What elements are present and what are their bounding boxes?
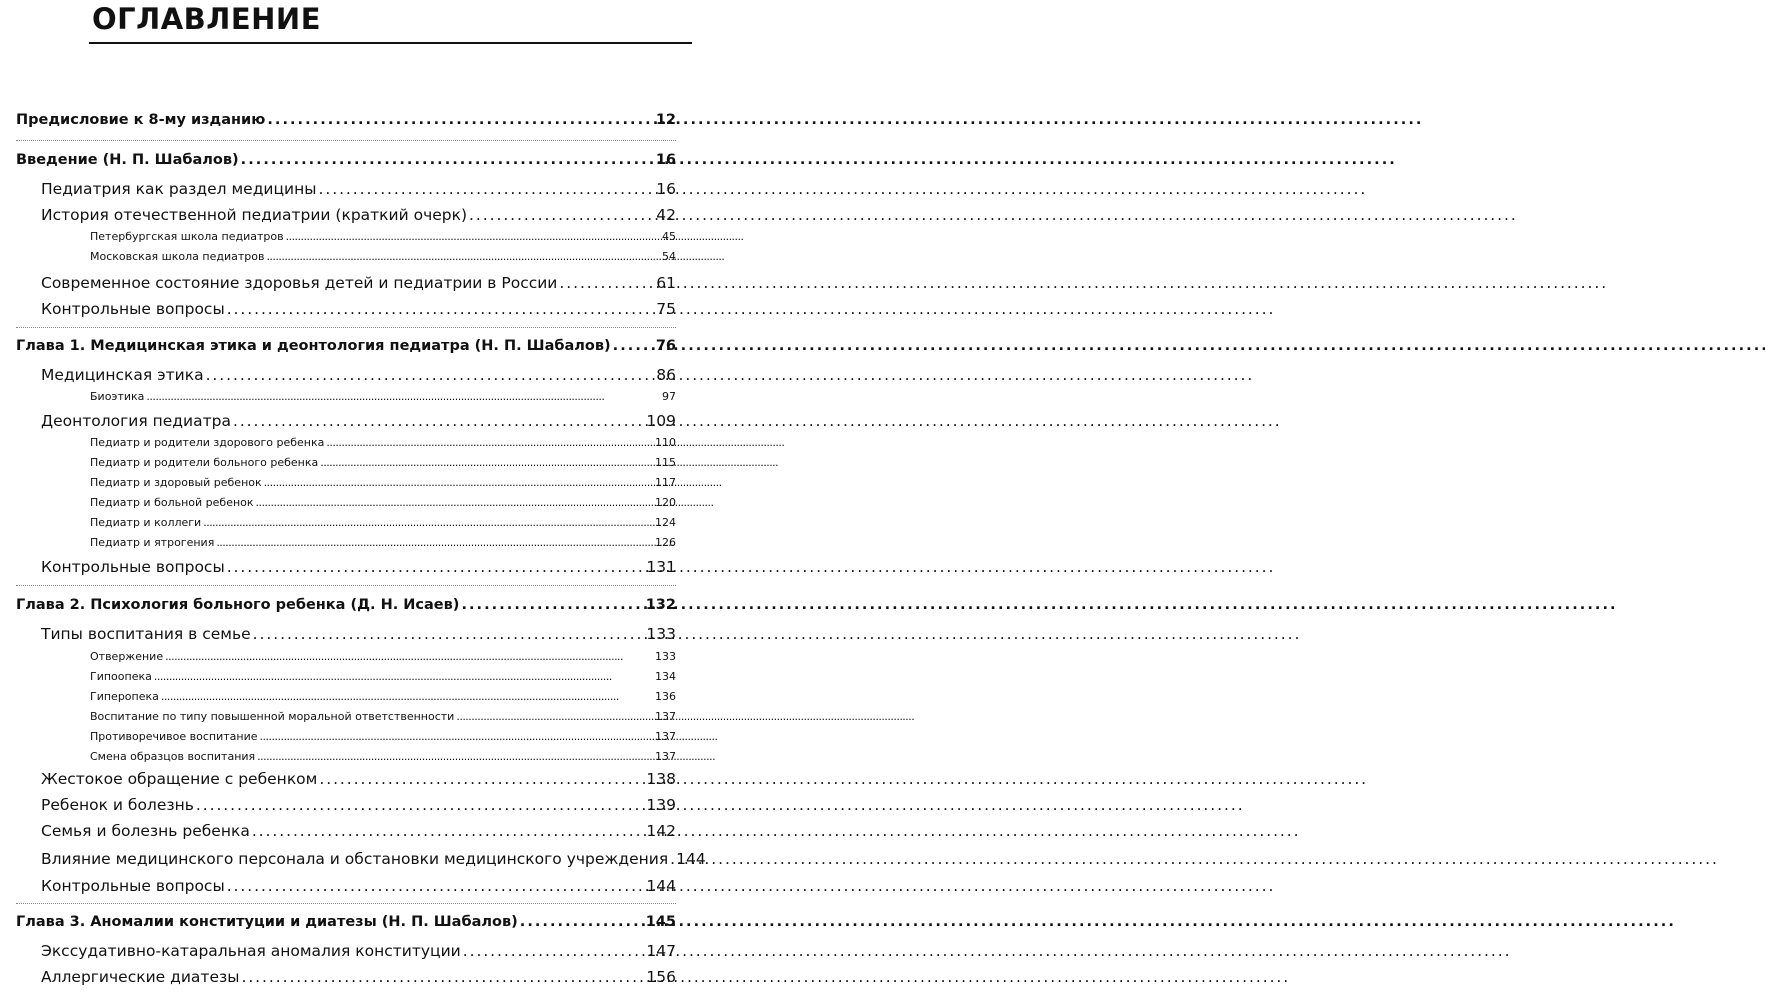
- toc-page-number: 45: [662, 230, 676, 243]
- toc-page-number: 147: [646, 942, 676, 960]
- table-of-contents: [0, 0, 706, 1004]
- toc-page-number: 133: [646, 625, 676, 643]
- toc-leader-dots: [216, 536, 653, 549]
- toc-entry-title: Семья и болезнь ребенка: [41, 822, 250, 840]
- toc-section-entry: [41, 850, 706, 868]
- toc-page-number: 124: [655, 516, 676, 529]
- toc-chapter-entry: [16, 112, 676, 128]
- toc-subsection-entry: [90, 496, 676, 509]
- toc-entry-title: Педиатр и коллеги: [90, 516, 202, 529]
- toc-leader-dots: [266, 250, 660, 263]
- toc-page-number: 75: [656, 300, 676, 318]
- toc-entry-title: Отвержение: [90, 650, 164, 663]
- toc-page-number: 120: [655, 496, 676, 509]
- toc-leader-dots: [670, 850, 674, 868]
- toc-section-entry: [41, 877, 676, 895]
- toc-entry-title: Петербургская школа педиатров: [90, 230, 284, 243]
- toc-leader-dots: [286, 230, 660, 243]
- toc-page-number: 133: [655, 650, 676, 663]
- toc-page-number: 86: [656, 366, 676, 384]
- toc-section-entry: [41, 770, 676, 788]
- toc-page-number: 16: [655, 152, 676, 168]
- toc-page-number: 145: [645, 914, 676, 930]
- toc-subsection-entry: [90, 670, 676, 683]
- toc-entry-title: История отечественной педиатрии (краткий очерк): [41, 206, 468, 224]
- toc-leader-dots: [257, 750, 653, 763]
- toc-subsection-entry: [90, 730, 676, 743]
- toc-entry-title: Типы воспитания в семье: [41, 625, 251, 643]
- toc-separator: [16, 327, 676, 328]
- toc-entry-title: Педиатр и ятрогения: [90, 536, 215, 549]
- toc-entry-title: Экссудативно-катаральная аномалия конституции: [41, 942, 461, 960]
- toc-entry-title: Контрольные вопросы: [41, 300, 225, 318]
- toc-section-entry: [41, 625, 676, 643]
- toc-entry-title: Биоэтика: [90, 390, 145, 403]
- toc-chapter-entry: [16, 152, 676, 168]
- toc-page-number: 12: [655, 112, 676, 128]
- toc-leader-dots: [461, 597, 643, 613]
- toc-page-number: 132: [645, 597, 676, 613]
- toc-section-entry: [41, 180, 676, 198]
- toc-page-number: 54: [662, 250, 676, 263]
- toc-entry-title: Глава 1. Медицинская этика и деонтология педиатра (Н. П. Шабалов): [16, 338, 611, 354]
- toc-leader-dots: [463, 942, 645, 960]
- toc-page-number: 126: [655, 536, 676, 549]
- toc-page-number: 115: [655, 456, 676, 469]
- toc-page-number: 117: [655, 476, 676, 489]
- toc-section-entry: [41, 942, 676, 960]
- toc-entry-title: Деонтология педиатра: [41, 412, 231, 430]
- toc-chapter-entry: [16, 597, 676, 613]
- toc-section-entry: [41, 206, 676, 224]
- toc-entry-title: Педиатр и родители больного ребенка: [90, 456, 319, 469]
- toc-subsection-entry: [90, 250, 676, 263]
- toc-page-number: 97: [662, 390, 676, 403]
- toc-page-number: 156: [646, 968, 676, 986]
- toc-entry-title: Гипоопека: [90, 670, 152, 683]
- toc-entry-title: Контрольные вопросы: [41, 877, 225, 895]
- toc-entry-title: Контрольные вопросы: [41, 558, 225, 576]
- toc-leader-dots: [256, 496, 653, 509]
- toc-leader-dots: [233, 412, 644, 430]
- toc-leader-dots: [227, 877, 645, 895]
- toc-subsection-entry: [90, 690, 676, 703]
- toc-page-number: 137: [655, 750, 676, 763]
- page-title: ОГЛАВЛЕНИЕ: [92, 2, 322, 36]
- toc-subsection-entry: [90, 230, 676, 243]
- toc-entry-title: Педиатр и больной ребенок: [90, 496, 254, 509]
- toc-subsection-entry: [90, 650, 676, 663]
- toc-entry-title: Жестокое обращение с ребенком: [41, 770, 318, 788]
- toc-entry-title: Влияние медицинского персонала и обстановки медицинского учреждения: [41, 850, 669, 868]
- toc-entry-title: Глава 3. Аномалии конституции и диатезы (Н. П. Шабалов): [16, 914, 518, 930]
- toc-page-number: 137: [655, 730, 676, 743]
- toc-entry-title: Медицинская этика: [41, 366, 204, 384]
- toc-leader-dots: [456, 710, 653, 723]
- toc-section-entry: [41, 796, 676, 814]
- toc-leader-dots: [267, 112, 653, 128]
- toc-leader-dots: [203, 516, 653, 529]
- toc-leader-dots: [253, 625, 645, 643]
- toc-section-entry: [41, 274, 676, 292]
- toc-entry-title: Противоречивое воспитание: [90, 730, 258, 743]
- toc-page-number: 144: [676, 850, 706, 868]
- toc-leader-dots: [241, 968, 644, 986]
- toc-entry-title: Глава 2. Психология больного ребенка (Д. Н. Исаев): [16, 597, 460, 613]
- toc-subsection-entry: [90, 456, 676, 469]
- toc-section-entry: [41, 300, 676, 318]
- toc-leader-dots: [319, 180, 655, 198]
- toc-leader-dots: [264, 476, 653, 489]
- toc-page-number: 134: [655, 670, 676, 683]
- toc-leader-dots: [260, 730, 654, 743]
- toc-subsection-entry: [90, 390, 676, 403]
- toc-entry-title: Предисловие к 8-му изданию: [16, 112, 266, 128]
- toc-section-entry: [41, 968, 676, 986]
- toc-entry-title: Педиатрия как раздел медицины: [41, 180, 317, 198]
- toc-chapter-entry: [16, 914, 676, 930]
- toc-entry-title: Гиперопека: [90, 690, 159, 703]
- toc-section-entry: [41, 822, 676, 840]
- toc-leader-dots: [559, 274, 654, 292]
- toc-page-number: 76: [655, 338, 676, 354]
- toc-page-number: 138: [646, 770, 676, 788]
- toc-subsection-entry: [90, 750, 676, 763]
- toc-subsection-entry: [90, 436, 676, 449]
- toc-leader-dots: [227, 558, 645, 576]
- toc-chapter-entry: [16, 338, 676, 354]
- toc-leader-dots: [196, 796, 645, 814]
- toc-page-number: 61: [656, 274, 676, 292]
- toc-subsection-entry: [90, 710, 676, 723]
- toc-entry-title: Воспитание по типу повышенной моральной ответственности: [90, 710, 455, 723]
- toc-page-number: 144: [646, 877, 676, 895]
- toc-separator: [16, 903, 676, 904]
- toc-subsection-entry: [90, 536, 676, 549]
- toc-page-number: 131: [646, 558, 676, 576]
- toc-leader-dots: [165, 650, 653, 663]
- toc-subsection-entry: [90, 516, 676, 529]
- toc-page-number: 109: [646, 412, 676, 430]
- toc-leader-dots: [319, 770, 644, 788]
- toc-leader-dots: [520, 914, 644, 930]
- toc-entry-title: Смена образцов воспитания: [90, 750, 256, 763]
- toc-entry-title: Ребенок и болезнь: [41, 796, 194, 814]
- toc-entry-title: Введение (Н. П. Шабалов): [16, 152, 239, 168]
- toc-leader-dots: [241, 152, 654, 168]
- toc-page-number: 142: [646, 822, 676, 840]
- toc-page-number: 110: [655, 436, 676, 449]
- toc-section-entry: [41, 412, 676, 430]
- toc-leader-dots: [252, 822, 645, 840]
- toc-leader-dots: [161, 690, 653, 703]
- toc-page-number: 137: [655, 710, 676, 723]
- toc-page-number: 136: [655, 690, 676, 703]
- toc-section-entry: [41, 366, 676, 384]
- toc-leader-dots: [326, 436, 653, 449]
- toc-page-number: 16: [656, 180, 676, 198]
- toc-leader-dots: [613, 338, 654, 354]
- toc-entry-title: Педиатр и родители здорового ребенка: [90, 436, 325, 449]
- toc-separator: [16, 140, 676, 141]
- toc-page-number: 139: [646, 796, 676, 814]
- toc-leader-dots: [206, 366, 655, 384]
- toc-entry-title: Современное состояние здоровья детей и педиатрии в России: [41, 274, 558, 292]
- toc-separator: [16, 585, 676, 586]
- toc-subsection-entry: [90, 476, 676, 489]
- toc-page-number: 42: [656, 206, 676, 224]
- toc-entry-title: Педиатр и здоровый ребенок: [90, 476, 262, 489]
- toc-leader-dots: [146, 390, 660, 403]
- toc-section-entry: [41, 558, 676, 576]
- toc-entry-title: Аллергические диатезы: [41, 968, 240, 986]
- toc-leader-dots: [227, 300, 655, 318]
- toc-leader-dots: [154, 670, 653, 683]
- toc-leader-dots: [320, 456, 653, 469]
- toc-leader-dots: [469, 206, 654, 224]
- toc-entry-title: Московская школа педиатров: [90, 250, 265, 263]
